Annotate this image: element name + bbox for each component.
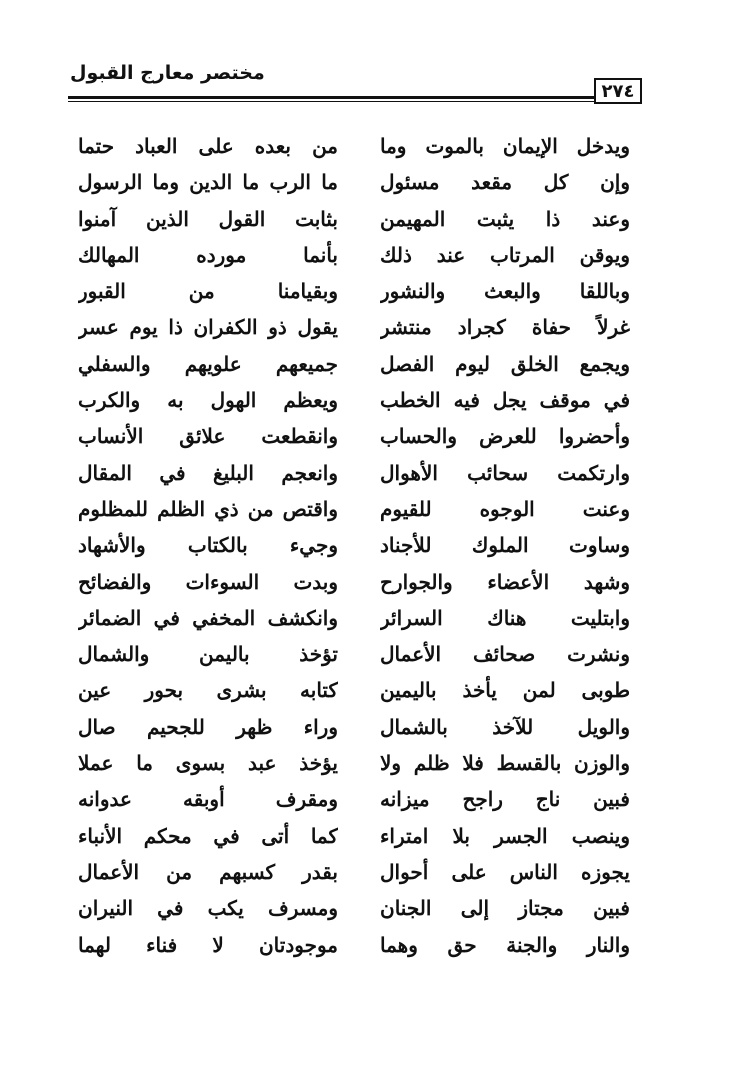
verse-right-9: وأحضروا للعرض والحساب	[380, 424, 630, 449]
verse-right-23: والنار والجنة حق وهما	[380, 932, 630, 957]
verse-left-3: بثابت القول الذين آمنوا	[78, 206, 338, 231]
verse-left-11: واقتص من ذي الظلم للمظلوم	[78, 496, 338, 521]
verse-left-20: كما أتى في محكم الأنباء	[78, 823, 338, 848]
verse-right-19: فبين ناج راجح ميزانه	[380, 787, 630, 812]
verse-right-3: وعند ذا يثبت المهيمن	[380, 206, 630, 231]
verse-right-11: وعنت الوجوه للقيوم	[380, 496, 630, 521]
page-number: ٢٧٤	[594, 78, 642, 104]
verse-left-14: وانكشف المخفي في الضمائر	[78, 605, 338, 630]
header-rule	[68, 96, 596, 99]
verse-left-15: تؤخذ باليمن والشمال	[78, 642, 338, 667]
right-verse-column	[380, 128, 630, 963]
verse-left-10: وانعجم البليغ في المقال	[78, 460, 338, 485]
verse-left-5: وبقيامنا من القبور	[78, 279, 338, 304]
verse-right-15: ونشرت صحائف الأعمال	[380, 642, 630, 667]
verse-left-2: ما الرب ما الدين وما الرسول	[78, 170, 338, 195]
book-title: مختصر معارج القبول	[70, 62, 265, 84]
left-verse-column	[78, 128, 338, 963]
verse-left-6: يقول ذو الكفران ذا يوم عسر	[78, 315, 338, 340]
verse-right-18: والوزن بالقسط فلا ظلم ولا	[380, 751, 630, 776]
verse-right-7: ويجمع الخلق ليوم الفصل	[380, 351, 630, 376]
verse-left-23: موجودتان لا فناء لهما	[78, 932, 338, 957]
verse-left-9: وانقطعت علائق الأنساب	[78, 424, 338, 449]
verse-right-21: يجوزه الناس على أحوال	[380, 859, 630, 884]
verse-right-1: ويدخل الإيمان بالموت وما	[380, 134, 630, 158]
verse-left-18: يؤخذ عبد بسوى ما عملا	[78, 751, 338, 776]
verse-left-7: جميعهم علويهم والسفلي	[78, 351, 338, 376]
verse-right-16: طوبى لمن يأخذ باليمين	[380, 678, 630, 703]
header-rule-thin	[68, 101, 596, 102]
verse-right-8: في موقف يجل فيه الخطب	[380, 388, 630, 413]
verse-left-1: من بعده على العباد حتما	[78, 134, 338, 158]
verse-right-6: غرلاً حفاة كجراد منتشر	[380, 315, 630, 340]
verse-right-20: وينصب الجسر بلا امتراء	[380, 823, 630, 848]
verse-right-5: وباللقا والبعث والنشور	[380, 279, 630, 304]
verse-right-17: والويل للآخذ بالشمال	[380, 714, 630, 739]
verse-left-19: ومقرف أوبقه عدوانه	[78, 787, 338, 812]
verse-left-21: بقدر كسبهم من الأعمال	[78, 859, 338, 884]
verse-right-13: وشهد الأعضاء والجوارح	[380, 569, 630, 594]
verse-right-2: وإن كل مقعد مسئول	[380, 170, 630, 195]
verse-right-4: ويوقن المرتاب عند ذلك	[380, 242, 630, 267]
verse-left-13: وبدت السوءات والفضائح	[78, 569, 338, 594]
verse-left-22: ومسرف يكب في النيران	[78, 896, 338, 921]
verse-right-14: وابتليت هناك السرائر	[380, 605, 630, 630]
verse-left-4: بأنما مورده المهالك	[78, 242, 338, 267]
verse-left-17: وراء ظهر للجحيم صال	[78, 714, 338, 739]
verse-right-22: فبين مجتاز إلى الجنان	[380, 896, 630, 921]
verse-left-8: ويعظم الهول به والكرب	[78, 388, 338, 413]
verse-left-12: وجيء بالكتاب والأشهاد	[78, 533, 338, 558]
verse-right-10: وارتكمت سحائب الأهوال	[380, 460, 630, 485]
verse-right-12: وساوت الملوك للأجناد	[380, 533, 630, 558]
verse-left-16: كتابه بشرى بحور عين	[78, 678, 338, 703]
